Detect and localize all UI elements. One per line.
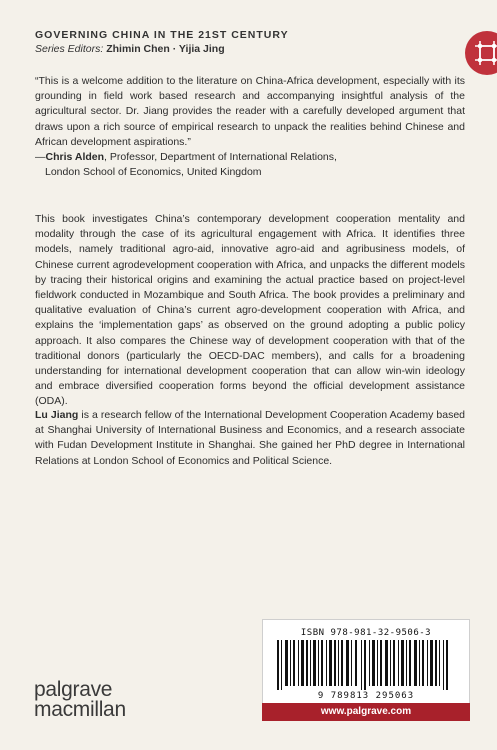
endorsement-quote: “This is a welcome addition to the literature on China-Africa development, especially with its grounding in field work based research and accompanying insightful analysis of the agricultural sector. Dr. Jiang provides the reader with a carefully developed argument that draws upon a rich source of empirical research to unpack the realities behind Chinese and African development aspirations.” [35,75,465,148]
author-name: Lu Jiang [35,409,79,421]
barcode-icon [277,640,455,690]
quote-role: , Professor, Department of International Relations, [104,151,337,163]
publisher-url[interactable]: www.palgrave.com [262,703,470,721]
quote-dash: — [35,151,46,163]
series-editors-label: Series Editors: [35,43,104,55]
quote-attribution [35,150,337,180]
series-editors [35,43,225,55]
quote-affiliation: London School of Economics, United Kingdom [45,166,262,179]
publisher-name-line2: macmillan [34,698,126,721]
quote-author: Chris Alden [45,151,105,163]
isbn-label: ISBN 978-981-32-9506-3 [300,628,432,638]
author-bio [35,408,465,469]
series-editors-names: Zhimin Chen · Yijia Jing [106,43,225,55]
publisher-name-line1: palgrave [34,678,113,701]
barcode-digits: 9 789813 295063 [317,691,415,701]
series-title: GOVERNING CHINA IN THE 21ST CENTURY [35,29,289,41]
barcode [262,619,470,705]
book-description: This book investigates China’s contemporary development cooperation mentality and modality through the case of its agricultural engagement with Africa. It identifies three models, namely traditional agro-aid, innovative agro-aid and agribusiness models, of Chinese current agrodevelopment cooperation with Africa, and unpacks the different models by tracing their historical origins and examining the actual practice based on project-level fieldwork conducted in Mozambique and South Africa. The book provides a preliminary and qualitative evaluation of China’s current agro-development cooperation with Africa, and explains the ‘implementation gaps’ as observed on the ground adopting a public policy approach. It also compares the Chinese way of development cooperation with that of the traditional donors (particularly the OECD-DAC members), and calls for a broadening understanding for international development cooperation that can allow win-win ideology and embrace diversified cooperation forms beyond the official development assistance (ODA). [35,213,465,408]
series-logo-icon [465,31,497,75]
author-bio-text: is a research fellow of the International Development Cooperation Academy based at Shanghai University of International Business and Economics, and a research associate with Fudan Development Institute in Shanghai. She gained her PhD degree in International Relations at London School of Economics and Political Science. [35,409,465,467]
publisher-logo [34,680,126,720]
